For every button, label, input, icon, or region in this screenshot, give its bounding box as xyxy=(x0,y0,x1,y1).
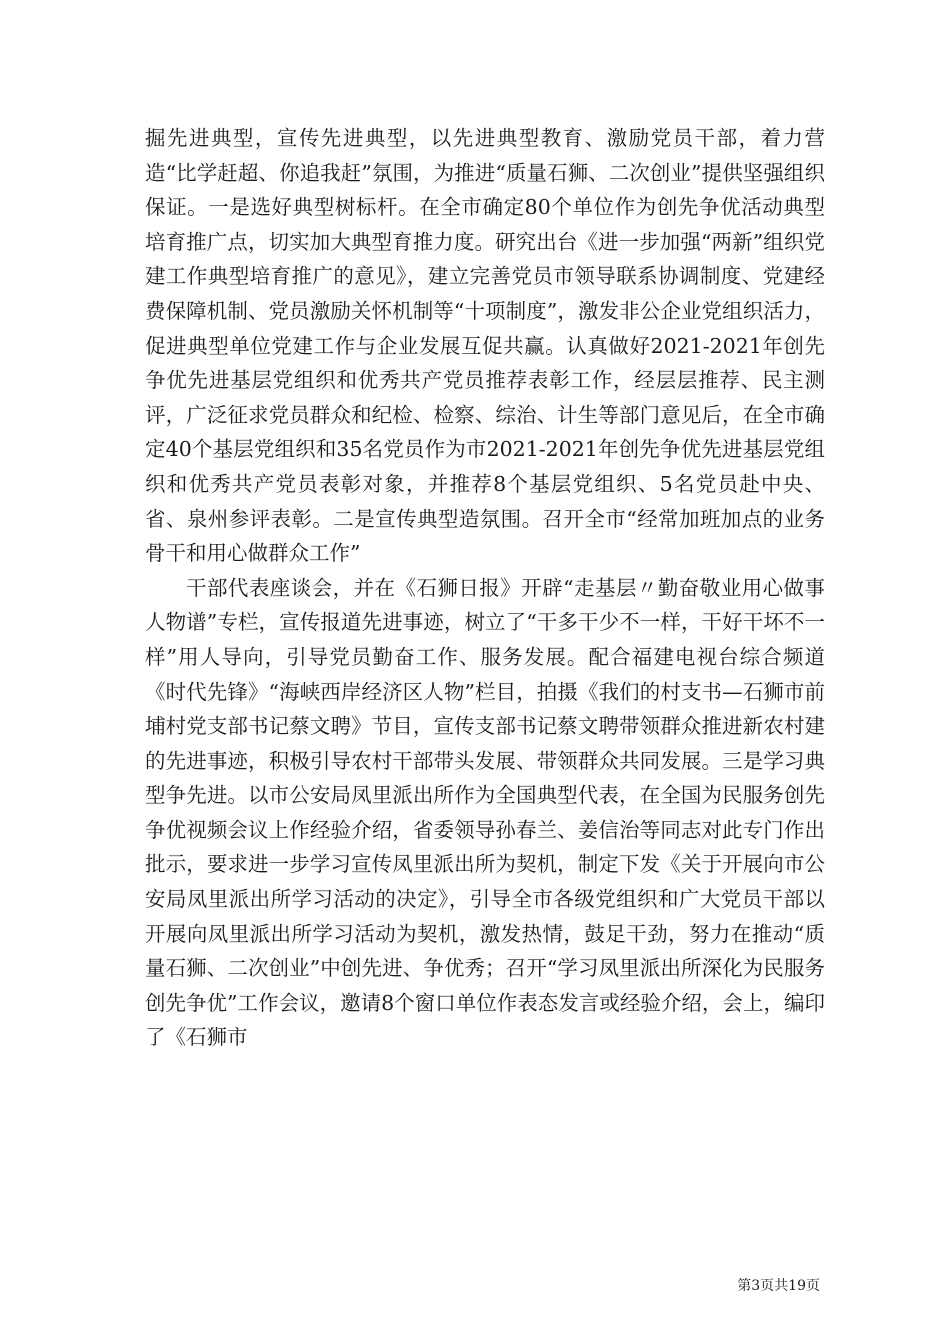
paragraph-2: 干部代表座谈会，并在《石狮日报》开辟“走基层〃勤奋敬业用心做事人物谱”专栏，宣传报道先进事迹，树立了“干多干少不一样，干好干坏不一样”用人导向，引导党员勤奋工作、服务发展。配合福建电视台综合频道《时代先锋》“海峡西岸经济区人物”栏目，拍摄《我们的村支书—石狮市前埔村党支部书记蔡文聘》节目，宣传支部书记蔡文聘带领群众推进新农村建的先进事迹，积极引导农村干部带头发展、带领群众共同发展。三是学习典型争先进。以市公安局凤里派出所作为全国典型代表，在全国为民服务创先争优视频会议上作经验介绍，省委领导孙春兰、姜信治等同志对此专门作出批示，要求进一步学习宣传凤里派出所为契机，制定下发《关于开展向市公安局凤里派出所学习活动的决定》，引导全市各级党组织和广大党员干部以开展向凤里派出所学习活动为契机，激发热情，鼓足干劲，努力在推动“质量石狮、二次创业”中创先进、争优秀；召开“学习凤里派出所深化为民服务创先争优”工作会议，邀请8个窗口单位作表态发言或经验介绍，会上，编印了《石狮市 xyxy=(145,575,825,1050)
page-number: 第3页共19页 xyxy=(737,1278,820,1294)
body-text xyxy=(145,121,825,1055)
paragraph-1: 掘先进典型，宣传先进典型，以先进典型教育、激励党员干部，着力营造“比学赶超、你追我赶”氛围，为推进“质量石狮、二次创业”提供坚强组织保证。一是选好典型树标杆。在全市确定80个单位作为创先争优活动典型培育推广点，切实加大典型育推力度。研究出台《进一步加强“两新”组织党建工作典型培育推广的意见》，建立完善党员市领导联系协调制度、党建经费保障机制、党员激励关怀机制等“十项制度”，激发非公企业党组织活力，促进典型单位党建工作与企业发展互促共赢。认真做好2021-2021年创先争优先进基层党组织和优秀共产党员推荐表彰工作，经层层推荐、民主测评，广泛征求党员群众和纪检、检察、综治、计生等部门意见后，在全市确定40个基层党组织和35名党员作为市2021-2021年创先争优先进基层党组织和优秀共产党员表彰对象，并推荐8个基层党组织、5名党员赴中央、省、泉州参评表彰。二是宣传典型造氛围。召开全市“经常加班加点的业务骨干和用心做群众工作” xyxy=(145,126,825,566)
